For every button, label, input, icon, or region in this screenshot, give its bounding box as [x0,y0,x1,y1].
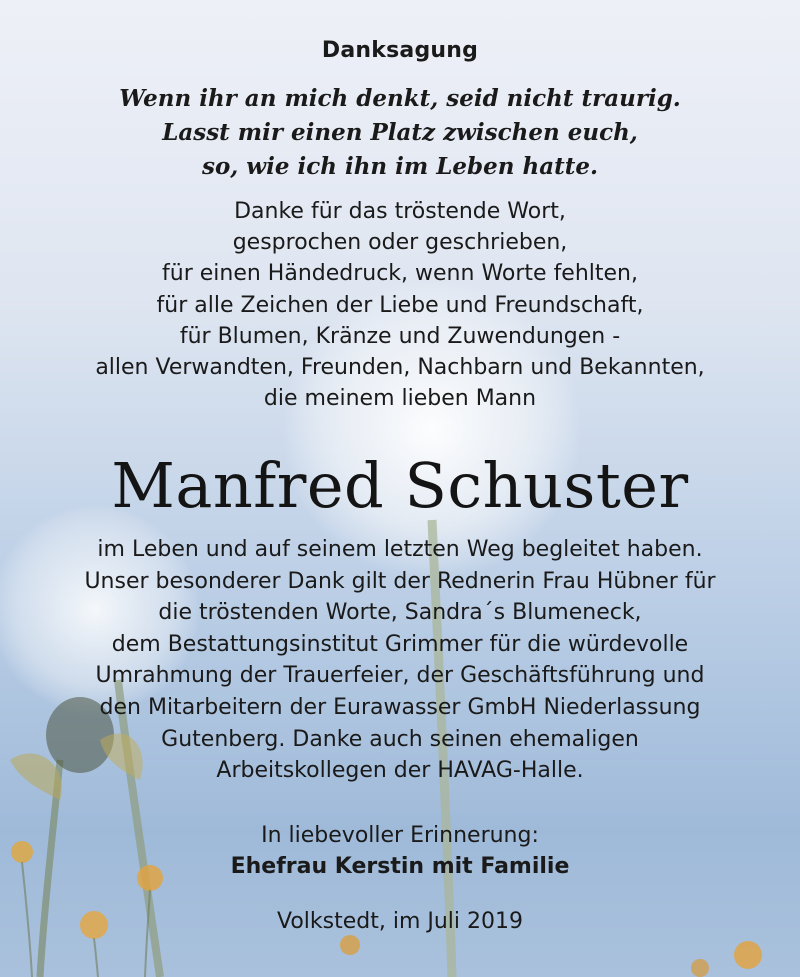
thanks-line: allen Verwandten, Freunden, Nachbarn und Bekannten, [95,355,705,381]
body-paragraph [0,534,800,787]
notice-heading: Danksagung [321,38,479,63]
signature: Ehefrau Kerstin mit Familie [230,854,570,879]
motto-line: so, wie ich ihn im Leben hatte. [202,153,598,180]
closing-intro: In liebevoller Erinnerung: [261,823,539,848]
body-line: Arbeitskollegen der HAVAG-Halle. [216,758,584,784]
body-line: im Leben und auf seinem letzten Weg begleitet haben. [97,537,703,562]
thanks-line: die meinem lieben Mann [263,386,537,412]
thanks-line: gesprochen oder geschrieben, [232,230,568,256]
deceased-name: Manfred Schuster [111,449,689,522]
body-line: den Mitarbeitern der Eurawasser GmbH Niederlassung [99,694,701,720]
thanks-line: für alle Zeichen der Liebe und Freundschaft, [156,292,644,318]
body-line: dem Bestattungsinstitut Grimmer für die würdevolle [111,631,689,657]
body-line: Umrahmung der Trauerfeier, der Geschäftsführung und [95,663,705,689]
closing-block [0,820,800,882]
thanks-line: Danke für das tröstende Wort, [234,199,566,224]
body-line: Gutenberg. Danke auch seinen ehemaligen [161,726,639,752]
body-line: Unser besonderer Dank gilt der Rednerin Frau Hübner für [84,568,716,594]
thanks-line: für Blumen, Kränze und Zuwendungen - [179,323,621,349]
thanks-paragraph [0,196,800,414]
body-line: die tröstenden Worte, Sandra´s Blumeneck, [158,600,642,626]
motto-line: Wenn ihr an mich denkt, seid nicht traurig. [119,85,681,112]
place-date: Volkstedt, im Juli 2019 [276,909,524,934]
thanks-line: für einen Händedruck, wenn Worte fehlten, [162,261,638,287]
motto-line: Lasst mir einen Platz zwischen euch, [162,119,638,146]
motto-verse [0,82,800,184]
